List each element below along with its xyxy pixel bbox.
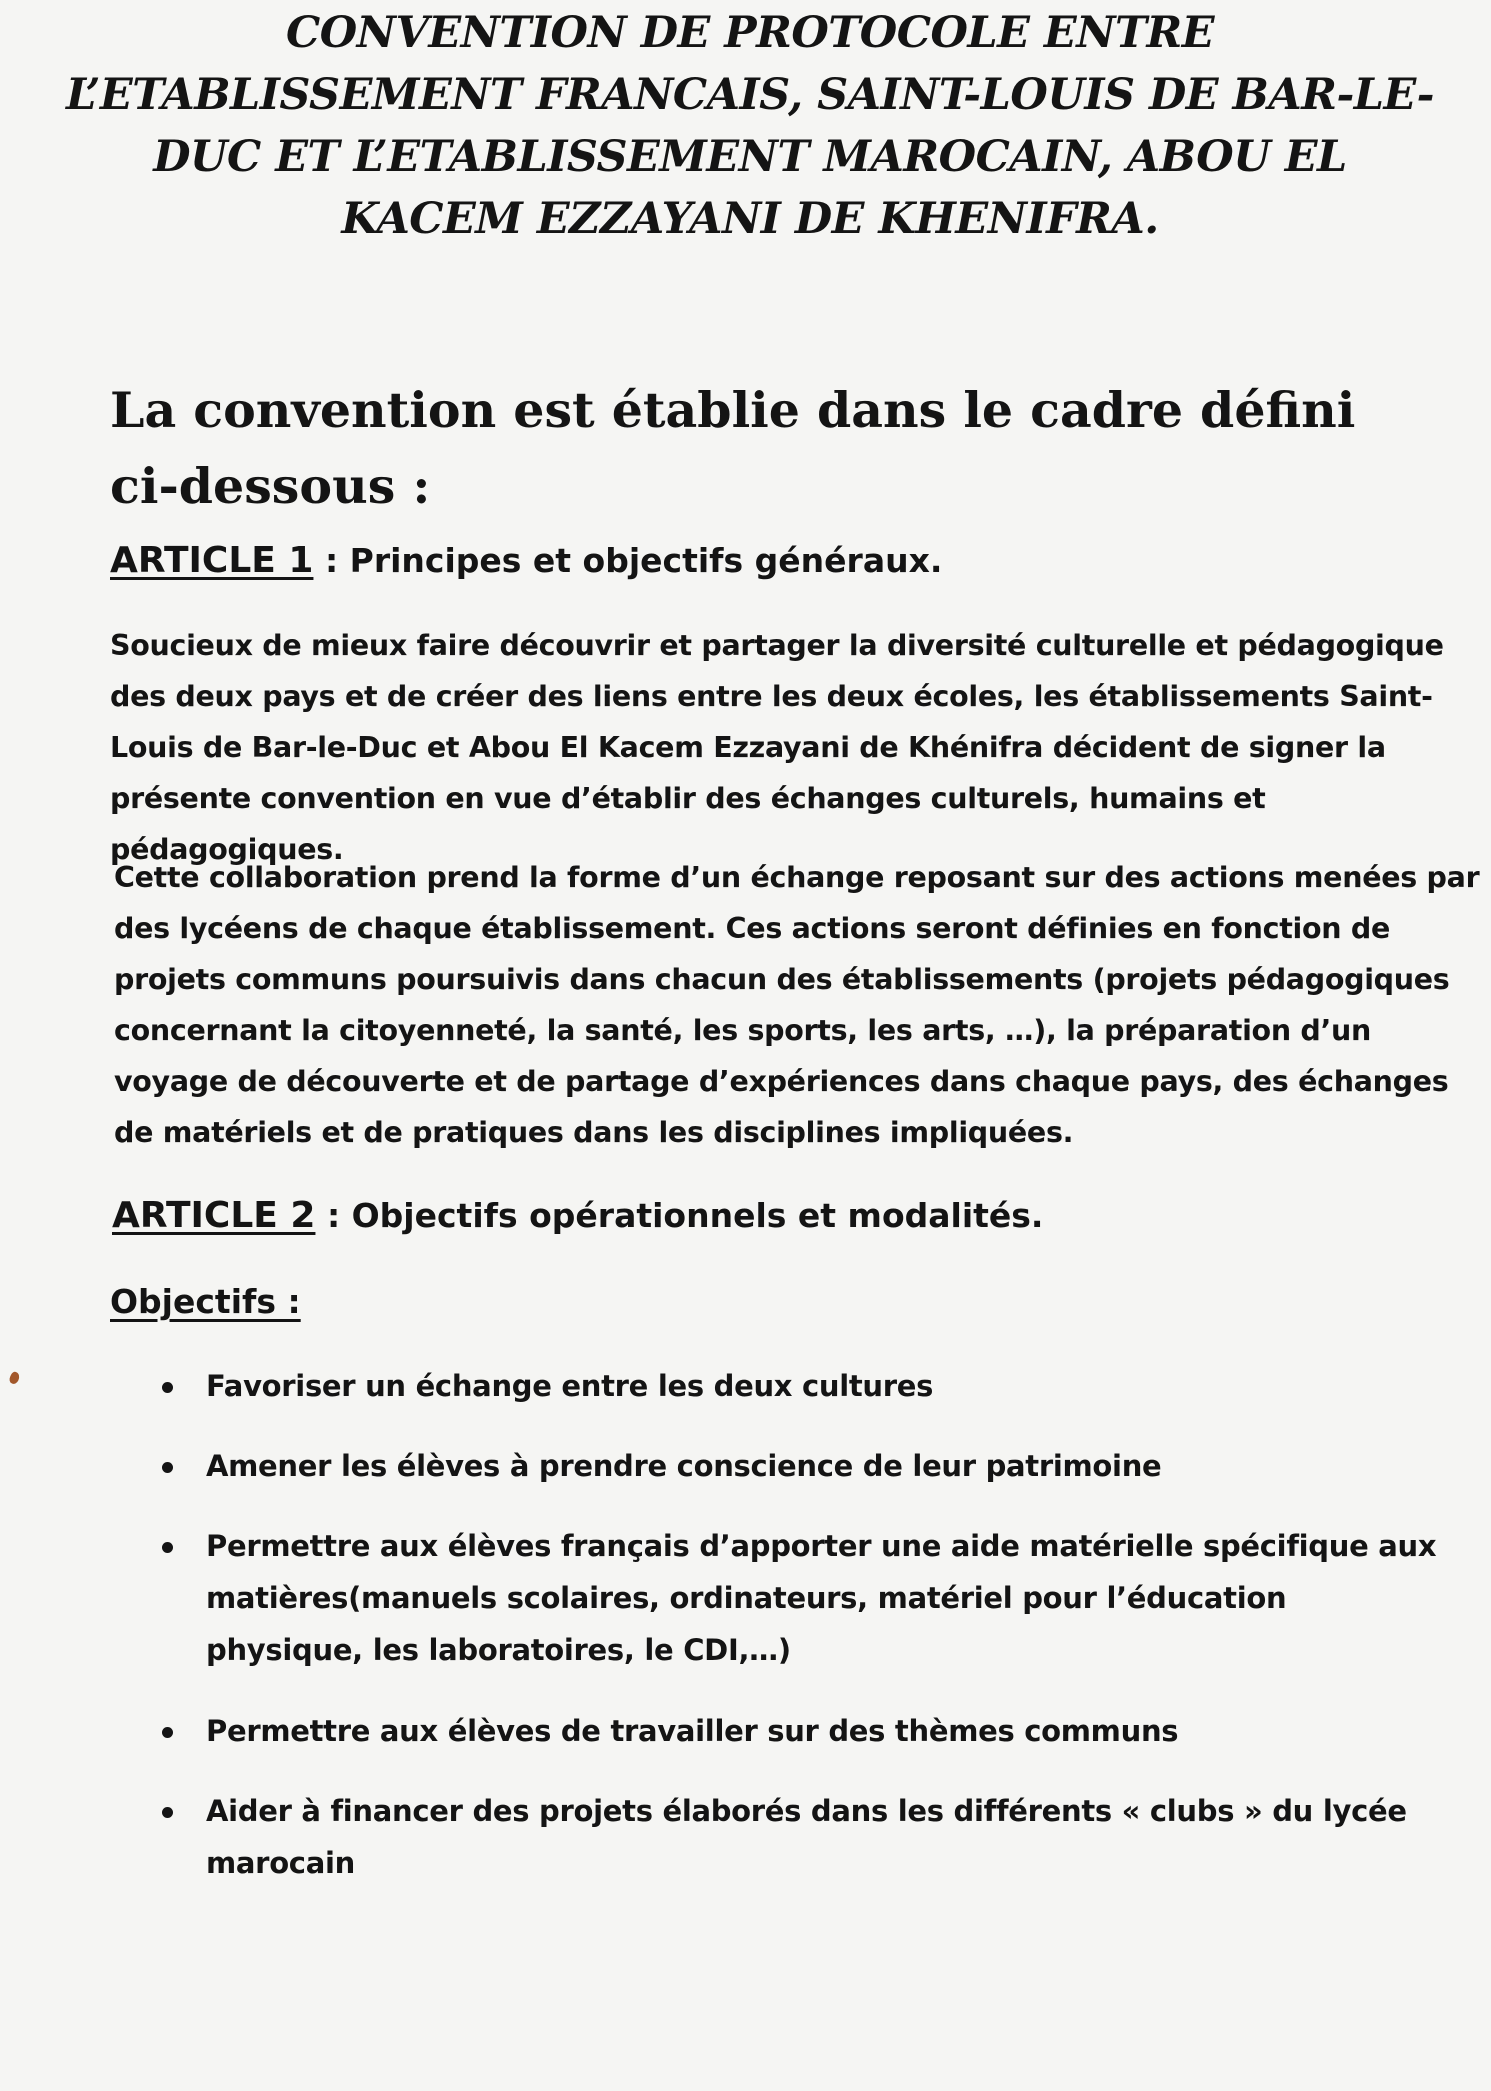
list-item: Permettre aux élèves de travailler sur des thèmes communs <box>150 1705 1440 1757</box>
article-2-label: ARTICLE 2 <box>112 1195 316 1236</box>
document-title: CONVENTION DE PROTOCOLE ENTRE L’ETABLISSEMENT FRANCAIS, SAINT-LOUIS DE BAR-LE-DUC ET L’ETABLISSEMENT MAROCAIN, ABOU EL KACEM EZZAYANI DE KHENIFRA. <box>66 8 1434 244</box>
paper-mark <box>8 1371 21 1386</box>
list-item: Amener les élèves à prendre conscience de leur patrimoine <box>150 1440 1440 1492</box>
article-1-paragraph-2: Cette collaboration prend la forme d’un échange reposant sur des actions menées par des lycéens de chaque établissement. Ces actions seront définies en fonction de projets communs poursuivis dans chacun des établissements (projets pédagogiques concernant la citoyenneté, la santé, les sports, les arts, …), la préparation d’un voyage de découverte et de partage d’expériences dans chaque pays, des échanges de matériels et de pratiques dans les disciplines impliquées. <box>114 861 1480 1149</box>
article-1-paragraph-1: Soucieux de mieux faire découvrir et partager la diversité culturelle et pédagogique des deux pays et de créer des liens entre les deux écoles, les établissements Saint-Louis de Bar-le-Duc et Abou El Kacem Ezzayani de Khénifra décident de signer la présente convention en vue d’établir des échanges culturels, humains et pédagogiques. <box>110 629 1444 866</box>
article-2-heading <box>112 1195 1043 1236</box>
bullet-dot-icon <box>162 1542 173 1553</box>
objectifs-heading: Objectifs : <box>110 1282 301 1321</box>
list-item: Aider à financer des projets élaborés dans les différents « clubs » du lycée marocain <box>150 1785 1440 1889</box>
article-1-heading <box>110 540 942 581</box>
bullet-dot-icon <box>162 1382 173 1393</box>
article-1-title: : Principes et objectifs généraux. <box>313 541 943 580</box>
article-2-title: : Objectifs opérationnels et modalités. <box>315 1196 1044 1235</box>
list-item: Favoriser un échange entre les deux cultures <box>150 1360 1440 1412</box>
bullet-dot-icon <box>162 1727 173 1738</box>
bullet-dot-icon <box>162 1462 173 1473</box>
article-1-label: ARTICLE 1 <box>110 540 314 581</box>
bullet-dot-icon <box>162 1807 173 1818</box>
intro-statement: La convention est établie dans le cadre défini ci-dessous : <box>110 381 1356 515</box>
list-item: Permettre aux élèves français d’apporter une aide matérielle spécifique aux matières(manuels scolaires, ordinateurs, matériel pour l’éducation physique, les laboratoires, le CDI,…) <box>150 1520 1440 1676</box>
